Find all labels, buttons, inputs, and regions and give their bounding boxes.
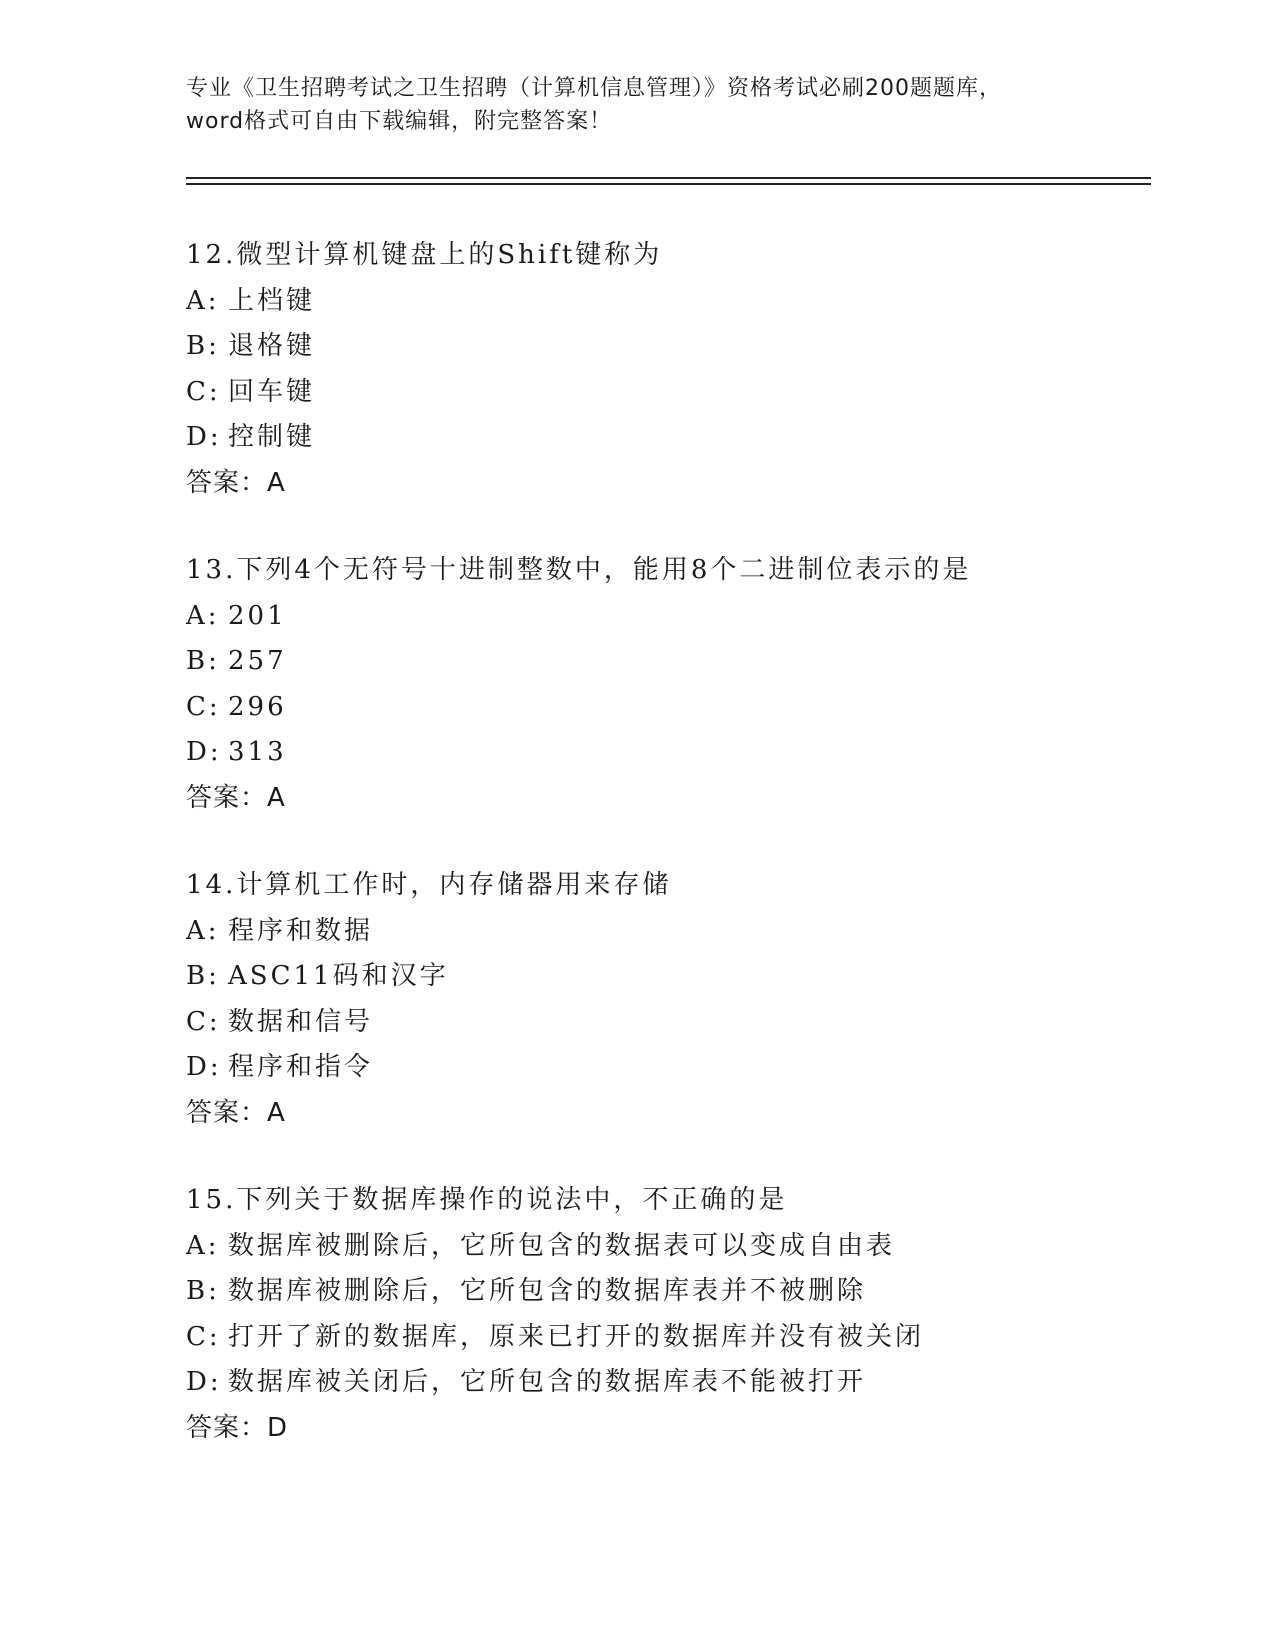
option-letter: C: [186,1321,221,1352]
option-text: 控制键 [228,422,316,452]
option-b [186,954,1186,1000]
answer-line: 答案：A [186,782,286,813]
option-letter: C: [186,1006,221,1037]
option-d [186,1045,1186,1091]
option-text: 退格键 [228,331,316,361]
option-c [186,370,1186,416]
question-12 [186,233,1186,506]
option-text: 打开了新的数据库，原来已打开的数据库并没有被关闭 [228,1321,925,1352]
option-text: 数据和信号 [228,1006,374,1037]
option-text: 296 [228,691,287,722]
option-text: 201 [228,600,287,631]
option-letter: D: [186,737,222,767]
option-a [186,1224,1186,1270]
option-letter: A: [186,285,220,316]
option-letter: A: [186,600,220,631]
option-text: 数据库被关闭后，它所包含的数据库表不能被打开 [228,1367,867,1397]
question-text: 12.微型计算机键盘上的Shift键称为 [186,240,663,270]
option-d [186,730,1186,776]
option-text: 程序和指令 [228,1052,374,1082]
option-letter: B: [186,331,220,361]
option-a [186,594,1186,640]
option-letter: C: [186,691,221,722]
option-text: 313 [228,737,287,767]
option-c [186,1000,1186,1046]
document-header [186,72,1086,138]
question-15 [186,1178,1186,1451]
option-d [186,1360,1186,1406]
header-title-line: 专业《卫生招聘考试之卫生招聘（计算机信息管理）》资格考试必刷200题题库， [186,76,1002,101]
option-letter: A: [186,915,220,946]
option-text: 上档键 [228,285,316,316]
answer-line: 答案：A [186,1097,286,1128]
question-text: 15.下列关于数据库操作的说法中，不正确的是 [186,1185,788,1215]
option-d [186,415,1186,461]
question-13 [186,548,1186,821]
option-text: 数据库被删除后，它所包含的数据表可以变成自由表 [228,1230,896,1261]
option-letter: A: [186,1230,220,1261]
option-b [186,324,1186,370]
answer-line: 答案：D [186,1412,289,1443]
option-letter: B: [186,961,220,991]
option-text: 程序和数据 [228,915,374,946]
option-text: 257 [228,646,287,676]
option-b [186,639,1186,685]
option-a [186,279,1186,325]
option-text: 数据库被删除后，它所包含的数据库表并不被删除 [228,1276,867,1306]
option-b [186,1269,1186,1315]
option-letter: B: [186,1276,220,1306]
option-letter: D: [186,422,222,452]
question-text: 13.下列4个无符号十进制整数中，能用8个二进制位表示的是 [186,555,972,585]
option-c [186,1315,1186,1361]
question-list [186,233,1186,1493]
header-subtitle-line: word格式可自由下载编辑，附完整答案！ [186,109,613,134]
question-14 [186,863,1186,1136]
option-text: 回车键 [228,376,316,407]
option-letter: C: [186,376,221,407]
header-divider-top [186,177,1151,179]
option-a [186,909,1186,955]
answer-line: 答案：A [186,467,286,498]
option-c [186,685,1186,731]
option-letter: D: [186,1052,222,1082]
header-divider-bottom [186,183,1151,185]
option-text: ASC11码和汉字 [228,961,449,991]
option-letter: D: [186,1367,222,1397]
question-text: 14.计算机工作时，内存储器用来存储 [186,870,672,900]
option-letter: B: [186,646,220,676]
